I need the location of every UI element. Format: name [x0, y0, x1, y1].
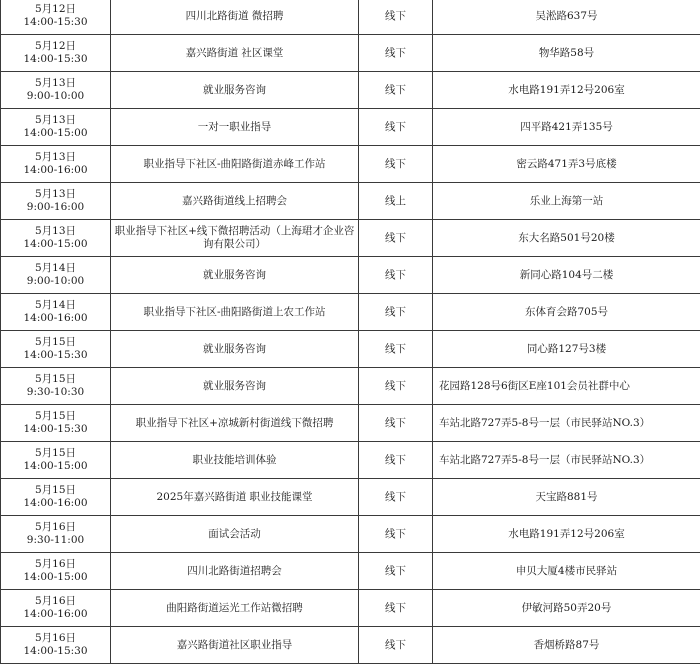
location-cell: 新同心路104号二楼 — [433, 257, 700, 294]
date-time-cell — [1, 294, 111, 331]
time-range-text: 14:00-15:00 — [4, 238, 107, 251]
date-text: 5月16日 — [4, 595, 107, 608]
mode-cell: 线下 — [359, 257, 433, 294]
table-row — [1, 294, 700, 331]
time-range-text: 14:00-15:30 — [4, 16, 107, 29]
table-row — [1, 442, 700, 479]
schedule-table-body — [1, 0, 700, 664]
date-text: 5月13日 — [4, 114, 107, 127]
time-range-text: 9:00-16:00 — [4, 201, 107, 214]
time-range-text: 14:00-16:00 — [4, 608, 107, 621]
event-name-cell: 一对一职业指导 — [111, 109, 359, 146]
date-time-cell — [1, 442, 111, 479]
table-row — [1, 516, 700, 553]
date-time-cell — [1, 0, 111, 35]
mode-cell: 线下 — [359, 405, 433, 442]
location-cell: 东体育会路705号 — [433, 294, 700, 331]
date-text: 5月14日 — [4, 299, 107, 312]
event-name-cell: 四川北路街道招聘会 — [111, 553, 359, 590]
date-text: 5月16日 — [4, 521, 107, 534]
event-name-cell: 职业指导下社区-曲阳路街道上农工作站 — [111, 294, 359, 331]
time-range-text: 14:00-15:30 — [4, 645, 107, 658]
date-text: 5月14日 — [4, 262, 107, 275]
date-time-cell — [1, 590, 111, 627]
date-text: 5月13日 — [4, 188, 107, 201]
date-time-cell — [1, 72, 111, 109]
table-row — [1, 331, 700, 368]
date-time-cell — [1, 109, 111, 146]
mode-cell: 线下 — [359, 590, 433, 627]
event-name-cell: 面试会活动 — [111, 516, 359, 553]
mode-cell: 线下 — [359, 109, 433, 146]
table-row — [1, 368, 700, 405]
event-name-cell: 职业指导下社区-曲阳路街道赤峰工作站 — [111, 146, 359, 183]
mode-cell: 线下 — [359, 627, 433, 664]
date-text: 5月12日 — [4, 40, 107, 53]
mode-cell: 线下 — [359, 331, 433, 368]
table-row — [1, 109, 700, 146]
location-cell: 香烟桥路87号 — [433, 627, 700, 664]
table-row — [1, 479, 700, 516]
mode-cell: 线下 — [359, 220, 433, 257]
location-cell: 物华路58号 — [433, 35, 700, 72]
date-text: 5月12日 — [4, 3, 107, 16]
date-time-cell — [1, 183, 111, 220]
event-name-cell: 职业技能培训体验 — [111, 442, 359, 479]
time-range-text: 9:30-10:30 — [4, 386, 107, 399]
time-range-text: 14:00-15:30 — [4, 53, 107, 66]
table-row — [1, 0, 700, 35]
date-time-cell — [1, 479, 111, 516]
date-time-cell — [1, 516, 111, 553]
time-range-text: 14:00-15:30 — [4, 349, 107, 362]
date-text: 5月15日 — [4, 373, 107, 386]
time-range-text: 14:00-15:00 — [4, 127, 107, 140]
table-row — [1, 220, 700, 257]
date-text: 5月13日 — [4, 151, 107, 164]
table-row — [1, 146, 700, 183]
time-range-text: 9:00-10:00 — [4, 90, 107, 103]
date-text: 5月13日 — [4, 225, 107, 238]
date-text: 5月13日 — [4, 77, 107, 90]
mode-cell: 线下 — [359, 72, 433, 109]
location-cell: 密云路471弄3号底楼 — [433, 146, 700, 183]
location-cell: 水电路191弄12号206室 — [433, 72, 700, 109]
date-text: 5月15日 — [4, 447, 107, 460]
event-name-cell: 嘉兴路街道线上招聘会 — [111, 183, 359, 220]
date-time-cell — [1, 405, 111, 442]
location-cell: 申贝大厦4楼市民驿站 — [433, 553, 700, 590]
location-cell: 吴淞路637号 — [433, 0, 700, 35]
event-name-cell: 曲阳路街道运光工作站微招聘 — [111, 590, 359, 627]
location-cell: 伊敏河路50弄20号 — [433, 590, 700, 627]
time-range-text: 9:00-10:00 — [4, 275, 107, 288]
location-cell: 车站北路727弄5-8号一层（市民驿站NO.3） — [433, 442, 700, 479]
table-row — [1, 553, 700, 590]
date-text: 5月15日 — [4, 484, 107, 497]
date-time-cell — [1, 257, 111, 294]
table-row — [1, 183, 700, 220]
location-cell: 同心路127号3楼 — [433, 331, 700, 368]
location-cell: 四平路421弄135号 — [433, 109, 700, 146]
event-name-cell: 就业服务咨询 — [111, 257, 359, 294]
event-name-cell: 嘉兴路街道社区职业指导 — [111, 627, 359, 664]
date-time-cell — [1, 368, 111, 405]
event-name-cell: 职业指导下社区+凉城新村街道线下微招聘 — [111, 405, 359, 442]
date-time-cell — [1, 146, 111, 183]
mode-cell: 线下 — [359, 146, 433, 183]
time-range-text: 9:30-11:00 — [4, 534, 107, 547]
time-range-text: 14:00-16:00 — [4, 497, 107, 510]
event-name-cell: 职业指导下社区+线下微招聘活动（上海珺才企业咨询有限公司） — [111, 220, 359, 257]
event-name-cell: 就业服务咨询 — [111, 331, 359, 368]
date-text: 5月15日 — [4, 410, 107, 423]
mode-cell: 线下 — [359, 294, 433, 331]
time-range-text: 14:00-16:00 — [4, 164, 107, 177]
mode-cell: 线下 — [359, 553, 433, 590]
location-cell: 东大名路501号20楼 — [433, 220, 700, 257]
mode-cell: 线上 — [359, 183, 433, 220]
mode-cell: 线下 — [359, 368, 433, 405]
date-text: 5月16日 — [4, 558, 107, 571]
mode-cell: 线下 — [359, 35, 433, 72]
event-name-cell: 就业服务咨询 — [111, 72, 359, 109]
table-row — [1, 35, 700, 72]
mode-cell: 线下 — [359, 0, 433, 35]
location-cell: 车站北路727弄5-8号一层（市民驿站NO.3） — [433, 405, 700, 442]
time-range-text: 14:00-16:00 — [4, 312, 107, 325]
event-name-cell: 就业服务咨询 — [111, 368, 359, 405]
date-time-cell — [1, 220, 111, 257]
location-cell: 乐业上海第一站 — [433, 183, 700, 220]
mode-cell: 线下 — [359, 479, 433, 516]
date-text: 5月16日 — [4, 632, 107, 645]
mode-cell: 线下 — [359, 442, 433, 479]
time-range-text: 14:00-15:00 — [4, 571, 107, 584]
date-text: 5月15日 — [4, 336, 107, 349]
table-row — [1, 405, 700, 442]
table-row — [1, 590, 700, 627]
time-range-text: 14:00-15:00 — [4, 460, 107, 473]
date-time-cell — [1, 35, 111, 72]
event-name-cell: 四川北路街道 微招聘 — [111, 0, 359, 35]
event-name-cell: 嘉兴路街道 社区课堂 — [111, 35, 359, 72]
date-time-cell — [1, 553, 111, 590]
location-cell: 花园路128号6街区E座101会员社群中心 — [433, 368, 700, 405]
event-name-cell: 2025年嘉兴路街道 职业技能课堂 — [111, 479, 359, 516]
date-time-cell — [1, 331, 111, 368]
location-cell: 水电路191弄12号206室 — [433, 516, 700, 553]
table-row — [1, 257, 700, 294]
table-row — [1, 72, 700, 109]
time-range-text: 14:00-15:30 — [4, 423, 107, 436]
mode-cell: 线下 — [359, 516, 433, 553]
location-cell: 天宝路881号 — [433, 479, 700, 516]
